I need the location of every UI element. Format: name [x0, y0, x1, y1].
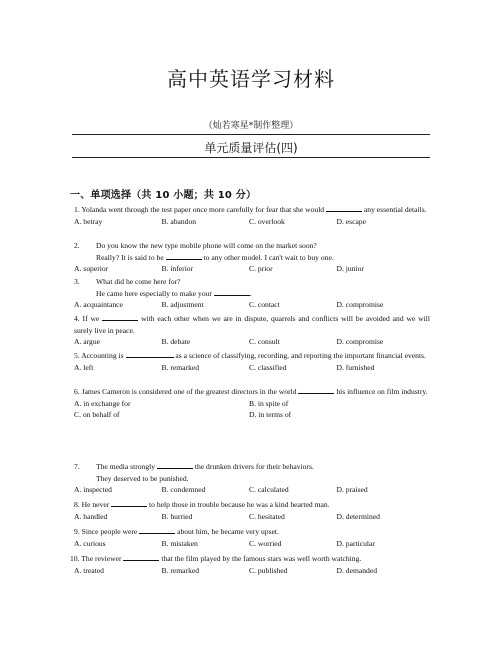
question-number: 7.: [74, 462, 80, 471]
option-c: C. prior: [249, 264, 273, 273]
question-6: [74, 386, 430, 421]
option-d: D. praised: [336, 485, 368, 494]
option-d: D. compromise: [336, 337, 384, 346]
question-stem: [74, 204, 430, 216]
question-7: [74, 461, 430, 496]
option-b: B. mistaken: [161, 538, 198, 548]
options-row: [74, 511, 430, 523]
question-number: 9.: [74, 527, 80, 536]
options-row: [74, 362, 430, 374]
options-row: [74, 398, 430, 410]
question-1: [74, 204, 430, 227]
option-b: B. adjustment: [161, 300, 204, 309]
stem-text: to help those in trouble because he was a kind hearted man.: [149, 500, 330, 509]
question-10: [70, 553, 430, 576]
question-stem: [74, 350, 430, 362]
question-number: 8.: [74, 500, 80, 509]
answer-blank: [298, 386, 334, 394]
header-rule-bottom: [72, 157, 430, 158]
option-a: A. curious: [74, 538, 106, 548]
option-c: C. on behalf of: [74, 410, 120, 419]
dialogue-line-2-end: .: [249, 288, 252, 298]
question-5: [74, 350, 430, 373]
question-stem: [74, 499, 430, 511]
dialogue-line-2: He came here especially to make your: [96, 288, 212, 298]
answer-blank: [111, 499, 147, 507]
option-c: C. published: [249, 565, 288, 575]
stem-text: his influence on film industry.: [336, 387, 428, 396]
question-number: 6.: [74, 387, 80, 396]
document-title: 高中英语学习材料: [167, 67, 335, 91]
stem-text: James Cameron is considered one of the greatest directors in the world: [81, 387, 297, 396]
option-b: B. debate: [161, 337, 191, 346]
question-4: [74, 313, 430, 348]
option-b: B. remarked: [161, 362, 200, 372]
option-c: C. overlook: [249, 216, 285, 226]
option-b: B. remarked: [161, 565, 200, 575]
option-d: D. compromise: [336, 300, 384, 309]
dialogue-line-2: They deserved to be punished.: [96, 473, 189, 483]
option-b: B. condemned: [161, 485, 206, 494]
option-d: D. furnished: [336, 362, 375, 372]
stem-text: If we: [82, 314, 100, 323]
question-8: [74, 499, 430, 522]
option-c: C. hesitated: [249, 511, 285, 521]
option-c: C. calculated: [249, 485, 289, 494]
stem-text: Accounting is: [81, 351, 124, 360]
dialogue-line-2: Really? It is said to be: [96, 252, 164, 262]
options-row: [70, 565, 430, 577]
dialogue-line-1: Do you know the new type mobile phone will come on the market soon?: [96, 241, 317, 250]
options-row: [74, 299, 430, 311]
dialogue-line-1: The media strongly: [96, 462, 156, 471]
question-stem: [74, 313, 430, 336]
option-a: A. superior: [74, 264, 109, 273]
stem-text: about him, he became very upset.: [177, 527, 279, 536]
option-c: C. consult: [249, 337, 280, 346]
dialogue-line-2-end: to any other model. I can't wait to buy one.: [203, 252, 334, 262]
option-a: A. left: [74, 362, 94, 372]
question-9: [74, 526, 430, 549]
stem-text: He never: [81, 500, 110, 509]
section-heading: 一、单项选择（共 10 小题；共 10 分）: [70, 190, 257, 201]
question-number: 1.: [74, 205, 80, 214]
answer-blank: [139, 526, 175, 534]
options-row: [74, 538, 430, 550]
option-a: A. inspected: [74, 485, 112, 494]
stem-text: that the film played by the famous stars was well worth watching.: [161, 554, 362, 563]
option-d: D. particular: [336, 538, 375, 548]
question-number: 2.: [74, 241, 80, 250]
dialogue-line-1: What did he come here for?: [96, 277, 181, 286]
option-a: A. acquaintance: [74, 300, 123, 309]
question-stem: [74, 386, 430, 398]
option-c: C. classified: [249, 362, 287, 372]
document-subtitle: （灿若寒星*制作整理）: [203, 121, 299, 131]
options-row: [74, 409, 430, 421]
option-a: A. handled: [74, 511, 108, 521]
unit-title: 单元质量评估(四): [204, 141, 298, 155]
stem-text: The reviewer: [81, 554, 122, 563]
option-a: A. argue: [74, 337, 101, 346]
answer-blank: [166, 252, 202, 260]
option-b: B. hurried: [161, 511, 193, 521]
stem-text: Since people were: [81, 527, 138, 536]
answer-blank: [126, 350, 174, 358]
answer-blank: [123, 553, 159, 561]
option-c: C. worried: [249, 538, 282, 548]
question-number: 10.: [70, 554, 80, 563]
option-d: D. escape: [336, 216, 367, 226]
question-3: [74, 276, 430, 311]
header-rule-top: [72, 134, 430, 135]
option-b: B. in spite of: [249, 398, 289, 408]
option-d: D. demanded: [336, 565, 377, 575]
option-d: D. junior: [336, 264, 364, 273]
options-row: [74, 484, 430, 496]
option-d: D. determined: [336, 511, 380, 521]
dialogue-line-1-end: the drunken drivers for their behaviors.: [194, 462, 314, 471]
option-b: B. inferior: [161, 264, 194, 273]
option-c: C. contact: [249, 300, 280, 309]
option-d: D. in terms of: [249, 410, 292, 419]
stem-text: Yolanda went through the test paper once more carefully for fear that she would: [81, 205, 325, 214]
option-a: A. betray: [74, 216, 103, 226]
answer-blank: [214, 288, 250, 296]
stem-text: with each other when we are in dispute, quarrels and conflicts will be avoided and we will surely live in peace.: [74, 314, 430, 335]
question-stem: [74, 526, 430, 538]
answer-blank: [326, 204, 362, 212]
options-row: [74, 263, 430, 275]
options-row: [74, 336, 430, 348]
question-number: 4.: [74, 314, 80, 323]
question-number: 5.: [74, 351, 80, 360]
option-a: A. treated: [74, 565, 104, 575]
question-stem: [70, 553, 430, 565]
stem-text: any essential details.: [363, 205, 427, 214]
option-b: B. abandon: [161, 216, 197, 226]
question-number: 3.: [74, 277, 80, 286]
stem-text: as a science of classifying, recording, and reporting the important financial events.: [175, 351, 426, 360]
answer-blank: [102, 313, 138, 321]
answer-blank: [157, 461, 193, 469]
option-a: A. in exchange for: [74, 398, 131, 408]
options-row: [74, 216, 430, 228]
question-2: [74, 240, 430, 275]
